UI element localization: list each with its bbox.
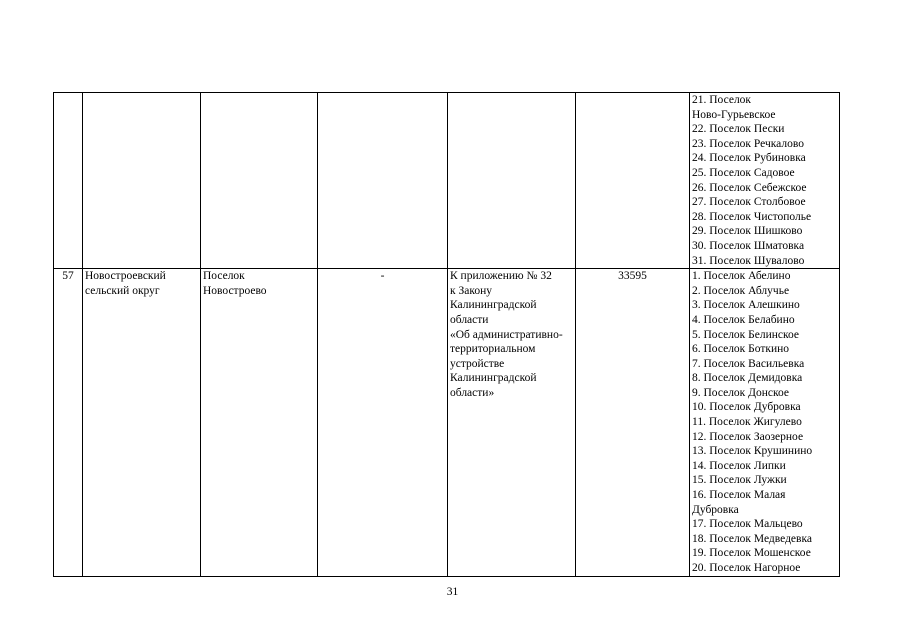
settlement-item: 21. Поселок [692, 94, 752, 106]
cell-code: 33595 [576, 269, 690, 576]
cell-dash [318, 93, 448, 269]
settlement-item: 31. Поселок Шувалово [692, 254, 805, 267]
settlement-item: 28. Поселок Чистополье [692, 210, 812, 223]
settlement-item: 4. Поселок Белабино [692, 313, 795, 326]
settlement-item: 19. Поселок Мошенское [692, 547, 811, 560]
settlement-list [692, 269, 837, 575]
settlement-item: 20. Поселок Нагорное [692, 562, 801, 574]
settlement-item: 18. Поселок Медведевка [692, 532, 812, 545]
settlement-item: 14. Поселок Липки [692, 459, 786, 472]
settlement-item: 27. Поселок Столбовое [692, 196, 806, 209]
law-line: устройстве [450, 357, 505, 370]
settlement-item: 5. Поселок Белинское [692, 328, 799, 341]
settlement-item: 2. Поселок Аблучье [692, 284, 790, 297]
law-reference [450, 269, 573, 400]
settlement-item: 7. Поселок Васильевка [692, 357, 805, 370]
cell-settlements [690, 93, 840, 269]
law-line: области [450, 313, 489, 326]
settlement-item: Ново-Гурьевское [692, 108, 776, 121]
cell-center [201, 269, 318, 576]
cell-district [83, 93, 201, 269]
law-line: Калининградской [450, 372, 537, 385]
settlement-item: 13. Поселок Крушинино [692, 445, 813, 458]
law-line: «Об административно- [450, 328, 563, 341]
center-line: Новостроево [203, 284, 267, 297]
settlement-item: 16. Поселок Малая [692, 489, 786, 502]
law-line: К приложению № 32 [450, 270, 552, 283]
cell-number [54, 93, 83, 269]
district-line: сельский округ [85, 284, 160, 297]
law-line: Калининградской [450, 299, 537, 312]
district-name [85, 269, 198, 298]
settlement-item: 25. Поселок Садовое [692, 166, 795, 179]
settlement-item: 29. Поселок Шишково [692, 225, 803, 238]
cell-law [448, 269, 576, 576]
cell-code [576, 93, 690, 269]
settlement-item: Дубровка [692, 503, 739, 516]
cell-dash: - [318, 269, 448, 576]
settlement-item: 12. Поселок Заозерное [692, 430, 804, 443]
cell-district [83, 269, 201, 576]
cell-center [201, 93, 318, 269]
settlement-item: 15. Поселок Лужки [692, 474, 787, 487]
law-line: территориальном [450, 343, 536, 356]
settlement-item: 30. Поселок Шматовка [692, 239, 805, 252]
settlement-item: 8. Поселок Демидовка [692, 372, 803, 385]
settlement-item: 3. Поселок Алешкино [692, 299, 800, 312]
table-row-continuation [54, 93, 840, 269]
settlement-item: 22. Поселок Пески [692, 123, 785, 136]
settlement-item: 23. Поселок Речкалово [692, 137, 804, 150]
center-line: Поселок [203, 270, 245, 283]
settlement-list [692, 93, 837, 268]
table-row-57 [54, 269, 840, 576]
administrative-center [203, 269, 315, 298]
settlement-item: 24. Поселок Рубиновка [692, 152, 806, 165]
settlements-table [53, 92, 840, 577]
settlement-item: 1. Поселок Абелино [692, 270, 791, 283]
settlement-item: 9. Поселок Донское [692, 386, 789, 399]
law-line: к Закону [450, 284, 492, 297]
settlement-item: 6. Поселок Боткино [692, 343, 790, 356]
page-number: 31 [446, 586, 459, 598]
cell-settlements [690, 269, 840, 576]
settlement-item: 26. Поселок Себежское [692, 181, 807, 194]
law-line: области» [450, 386, 495, 399]
settlement-item: 10. Поселок Дубровка [692, 401, 801, 414]
cell-law [448, 93, 576, 269]
settlement-item: 11. Поселок Жигулево [692, 416, 802, 429]
row-number: 57 [54, 269, 83, 576]
settlement-item: 17. Поселок Мальцево [692, 518, 803, 531]
district-line: Новостроевский [85, 270, 166, 283]
